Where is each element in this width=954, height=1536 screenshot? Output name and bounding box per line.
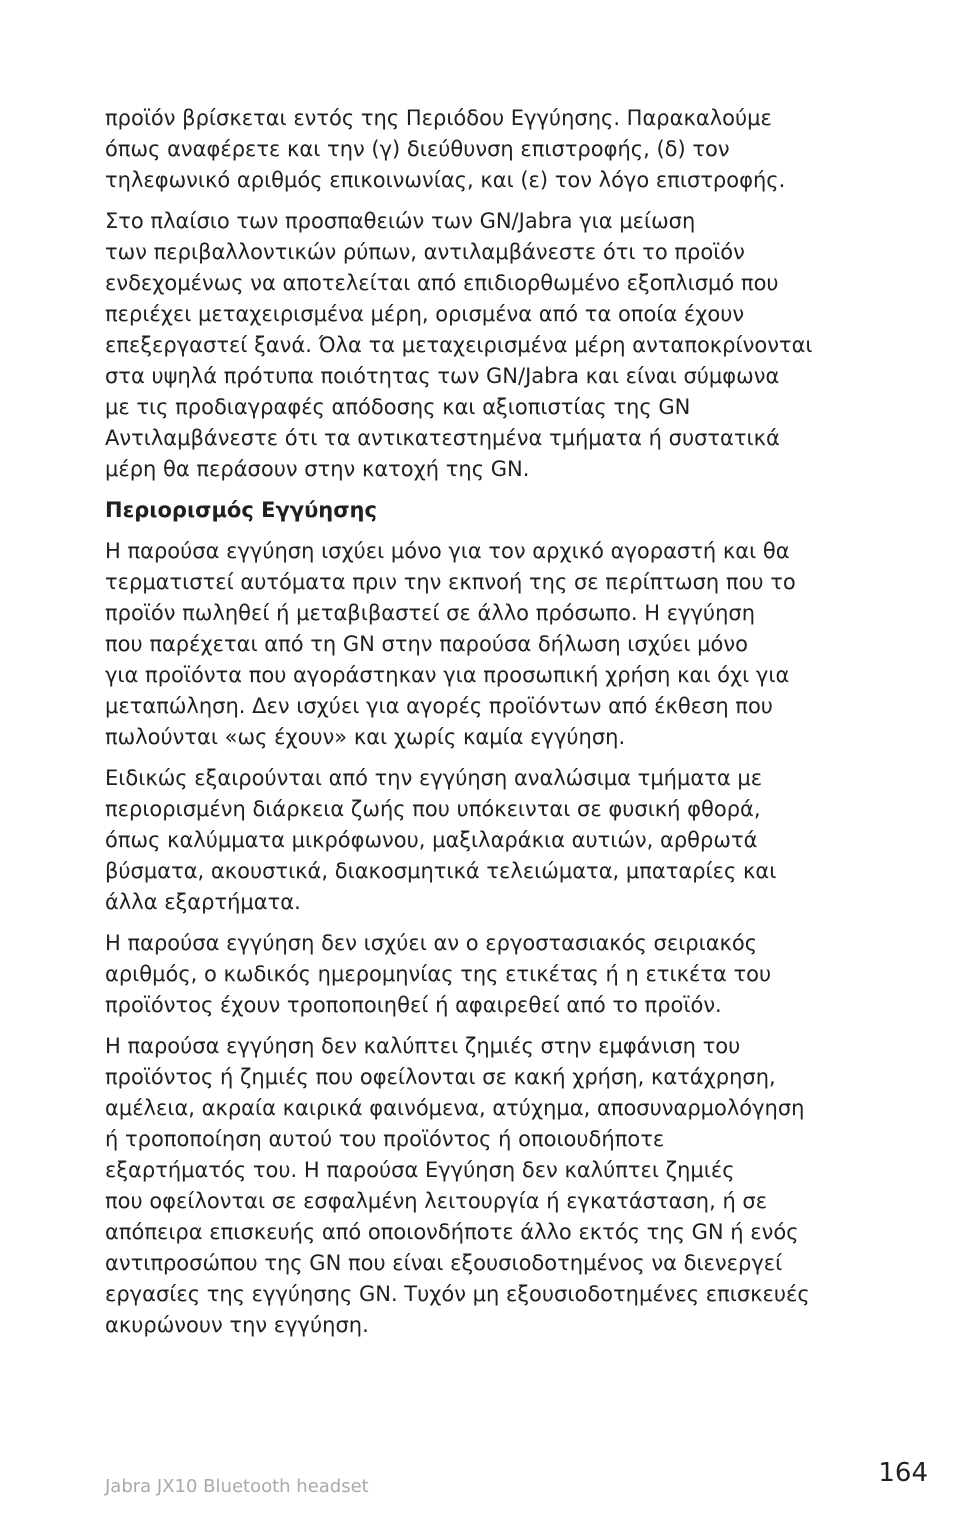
text-line: στα υψηλά πρότυπα ποιότητας των GN/Jabra και είναι σύμφωνα xyxy=(105,364,780,388)
text-line: πωλούνται «ως έχουν» και χωρίς καμία εγγύηση. xyxy=(105,725,626,749)
text-line: τηλεφωνικό αριθμός επικοινωνίας, και (ε) τον λόγο επιστροφής. xyxy=(105,168,786,192)
paragraph xyxy=(105,763,865,918)
text-line: Η παρούσα εγγύηση δεν καλύπτει ζημιές στην εμφάνιση του xyxy=(105,1034,741,1058)
footer-product-name: Jabra JX10 Bluetooth headset xyxy=(105,1476,369,1497)
text-line: αμέλεια, ακραία καιρικά φαινόμενα, ατύχημα, αποσυναρμολόγηση xyxy=(105,1096,805,1120)
text-line: απόπειρα επισκευής από οποιονδήποτε άλλο εκτός της GN ή ενός xyxy=(105,1220,799,1244)
text-line: τερματιστεί αυτόματα πριν την εκπνοή της σε περίπτωση που το xyxy=(105,570,796,594)
text-line: Στο πλαίσιο των προσπαθειών των GN/Jabra για μείωση xyxy=(105,209,696,233)
text-line: όπως αναφέρετε και την (γ) διεύθυνση επιστροφής, (δ) τον xyxy=(105,137,730,161)
text-line: για προϊόντα που αγοράστηκαν για προσωπική χρήση και όχι για xyxy=(105,663,790,687)
text-line: μεταπώληση. Δεν ισχύει για αγορές προϊόντων από έκθεση που xyxy=(105,694,773,718)
text-line: Η παρούσα εγγύηση ισχύει μόνο για τον αρχικό αγοραστή και θα xyxy=(105,539,790,563)
text-line: περιορισμένη διάρκεια ζωής που υπόκεινται σε φυσική φθορά, xyxy=(105,797,761,821)
text-line: που παρέχεται από τη GN στην παρούσα δήλωση ισχύει μόνο xyxy=(105,632,748,656)
text-line: με τις προδιαγραφές απόδοσης και αξιοπιστίας της GN xyxy=(105,395,691,419)
text-line: αντιπροσώπου της GN που είναι εξουσιοδοτημένος να διενεργεί xyxy=(105,1251,783,1275)
text-line: ενδεχομένως να αποτελείται από επιδιορθωμένο εξοπλισμό που xyxy=(105,271,779,295)
paragraph xyxy=(105,1031,865,1341)
text-line: που οφείλονται σε εσφαλμένη λειτουργία ή εγκατάσταση, ή σε xyxy=(105,1189,768,1213)
intro-paragraphs xyxy=(105,103,865,485)
text-line: προϊόντος ή ζημιές που οφείλονται σε κακή χρήση, κατάχρηση, xyxy=(105,1065,776,1089)
text-line: προϊόν βρίσκεται εντός της Περιόδου Εγγύησης. Παρακαλούμε xyxy=(105,106,772,130)
paragraph xyxy=(105,928,865,1021)
section-heading: Περιορισμός Εγγύησης xyxy=(105,498,377,522)
text-line: προϊόντος έχουν τροποποιηθεί ή αφαιρεθεί από το προϊόν. xyxy=(105,993,722,1017)
text-line: μέρη θα περάσουν στην κατοχή της GN. xyxy=(105,457,530,481)
page-number: 164 xyxy=(878,1458,928,1488)
text-line: εξαρτήματός του. Η παρούσα Εγγύηση δεν καλύπτει ζημιές xyxy=(105,1158,735,1182)
text-line: περιέχει μεταχειρισμένα μέρη, ορισμένα από τα οποία έχουν xyxy=(105,302,745,326)
text-line: Η παρούσα εγγύηση δεν ισχύει αν ο εργοστασιακός σειριακός xyxy=(105,931,758,955)
text-line: επεξεργαστεί ξανά. Όλα τα μεταχειρισμένα μέρη ανταποκρίνονται xyxy=(105,333,813,357)
text-line: ακυρώνουν την εγγύηση. xyxy=(105,1313,369,1337)
text-line: άλλα εξαρτήματα. xyxy=(105,890,301,914)
text-line: προϊόν πωληθεί ή μεταβιβαστεί σε άλλο πρόσωπο. Η εγγύηση xyxy=(105,601,756,625)
paragraph xyxy=(105,206,865,485)
paragraph xyxy=(105,103,865,196)
text-line: όπως καλύμματα μικρόφωνου, μαξιλαράκια αυτιών, αρθρωτά xyxy=(105,828,758,852)
text-line: βύσματα, ακουστικά, διακοσμητικά τελειώματα, μπαταρίες και xyxy=(105,859,777,883)
text-line: Αντιλαμβάνεστε ότι τα αντικατεστημένα τμήματα ή συστατικά xyxy=(105,426,780,450)
text-line: των περιβαλλοντικών ρύπων, αντιλαμβάνεστε ότι το προϊόν xyxy=(105,240,745,264)
text-line: Ειδικώς εξαιρούνται από την εγγύηση αναλώσιμα τμήματα με xyxy=(105,766,763,790)
page-body xyxy=(105,103,865,1351)
section-paragraphs xyxy=(105,536,865,1341)
paragraph xyxy=(105,536,865,753)
text-line: ή τροποποίηση αυτού του προϊόντος ή οποιουδήποτε xyxy=(105,1127,665,1151)
text-line: αριθμός, ο κωδικός ημερομηνίας της ετικέτας ή η ετικέτα του xyxy=(105,962,772,986)
text-line: εργασίες της εγγύησης GN. Τυχόν μη εξουσιοδοτημένες επισκευές xyxy=(105,1282,810,1306)
